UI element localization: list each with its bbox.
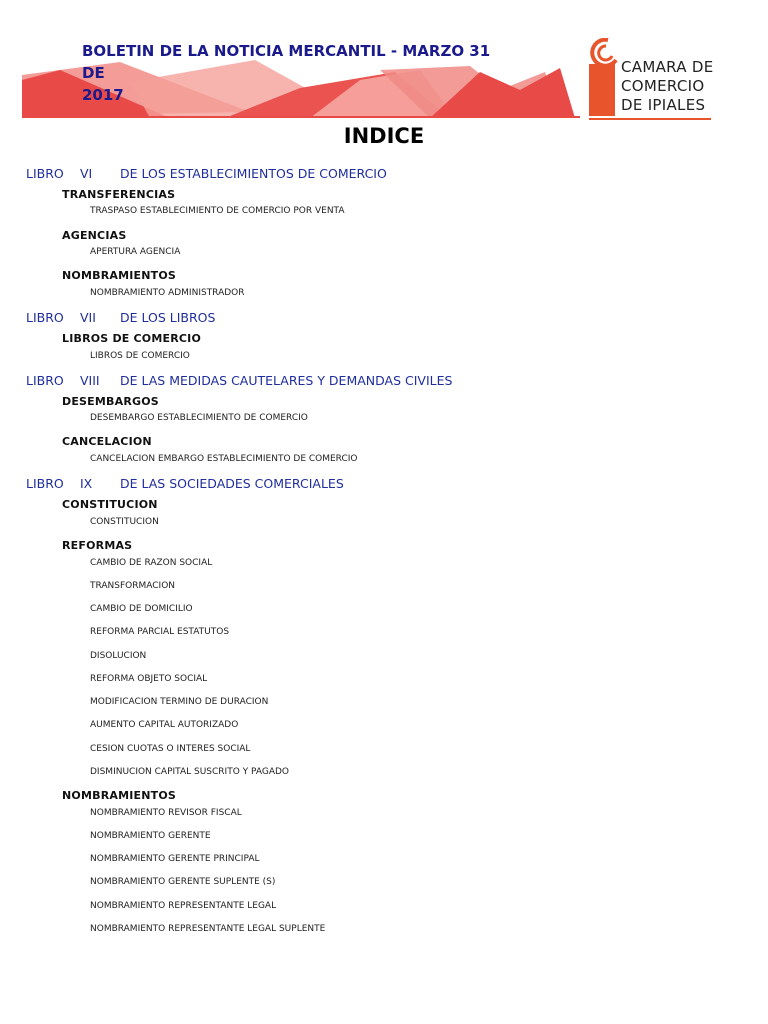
index-item: CAMBIO DE DOMICILIO [90,604,193,614]
libro-label: LIBRO [26,166,64,181]
index-item: NOMBRAMIENTO REPRESENTANTE LEGAL [90,901,277,911]
category-heading: NOMBRAMIENTOS [62,269,177,282]
libro-label: LIBRO [26,373,64,388]
index-item: REFORMA OBJETO SOCIAL [90,674,208,684]
index-item: TRANSFORMACION [90,581,176,591]
logo-underline [589,118,711,120]
index-item: DESEMBARGO ESTABLECIMIENTO DE COMERCIO [90,413,308,423]
libro-number: VII [80,310,96,325]
libro-number: VIII [80,373,100,388]
category-heading: TRANSFERENCIAS [62,188,176,201]
category-heading: REFORMAS [62,539,133,552]
libro-heading [26,166,387,182]
index-item: CONSTITUCION [90,517,159,527]
libro-number: IX [80,476,93,491]
logo-text [621,58,714,115]
index-item: CESION CUOTAS O INTERES SOCIAL [90,744,251,754]
libro-number: VI [80,166,93,181]
index-item: CAMBIO DE RAZON SOCIAL [90,558,213,568]
index-item: NOMBRAMIENTO GERENTE [90,831,211,841]
logo-mark-icon [586,38,620,120]
logo-line-1: CAMARA DE [621,58,714,76]
index-item: LIBROS DE COMERCIO [90,351,190,361]
logo-line-3: DE IPIALES [621,96,706,114]
index-item: REFORMA PARCIAL ESTATUTOS [90,627,230,637]
bulletin-title-line1: BOLETIN DE LA NOTICIA MERCANTIL - MARZO 31 DE [82,42,491,82]
index-title: INDICE [343,124,425,148]
index-item: NOMBRAMIENTO GERENTE PRINCIPAL [90,854,260,864]
index-item: MODIFICACION TERMINO DE DURACION [90,697,269,707]
bulletin-title-line2: 2017 [82,86,124,104]
libro-label: LIBRO [26,310,64,325]
index-item: CANCELACION EMBARGO ESTABLECIMIENTO DE COMERCIO [90,454,358,464]
libro-title: DE LOS ESTABLECIMIENTOS DE COMERCIO [120,166,387,181]
libro-heading [26,373,452,389]
category-heading: CANCELACION [62,435,152,448]
libro-heading [26,476,344,492]
category-heading: DESEMBARGOS [62,395,159,408]
logo-line-2: COMERCIO [621,77,705,95]
index-item: APERTURA AGENCIA [90,247,181,257]
index-item: AUMENTO CAPITAL AUTORIZADO [90,720,239,730]
index-item: DISOLUCION [90,651,147,661]
libro-title: DE LAS MEDIDAS CAUTELARES Y DEMANDAS CIVILES [120,373,453,388]
libro-title: DE LAS SOCIEDADES COMERCIALES [120,476,344,491]
index-item: TRASPASO ESTABLECIMIENTO DE COMERCIO POR VENTA [90,206,345,216]
index-item: NOMBRAMIENTO ADMINISTRADOR [90,288,245,298]
header-banner [0,0,768,125]
category-heading: LIBROS DE COMERCIO [62,332,202,345]
index-item: NOMBRAMIENTO REVISOR FISCAL [90,808,242,818]
category-heading: NOMBRAMIENTOS [62,789,177,802]
chamber-logo [586,38,716,122]
category-heading: AGENCIAS [62,229,127,242]
index-item: NOMBRAMIENTO GERENTE SUPLENTE (S) [90,877,276,887]
index-item: DISMINUCION CAPITAL SUSCRITO Y PAGADO [90,767,290,777]
index-item: NOMBRAMIENTO REPRESENTANTE LEGAL SUPLENTE [90,924,326,934]
category-heading: CONSTITUCION [62,498,158,511]
libro-title: DE LOS LIBROS [120,310,216,325]
libro-heading [26,310,215,326]
bulletin-title [82,40,502,106]
libro-label: LIBRO [26,476,64,491]
